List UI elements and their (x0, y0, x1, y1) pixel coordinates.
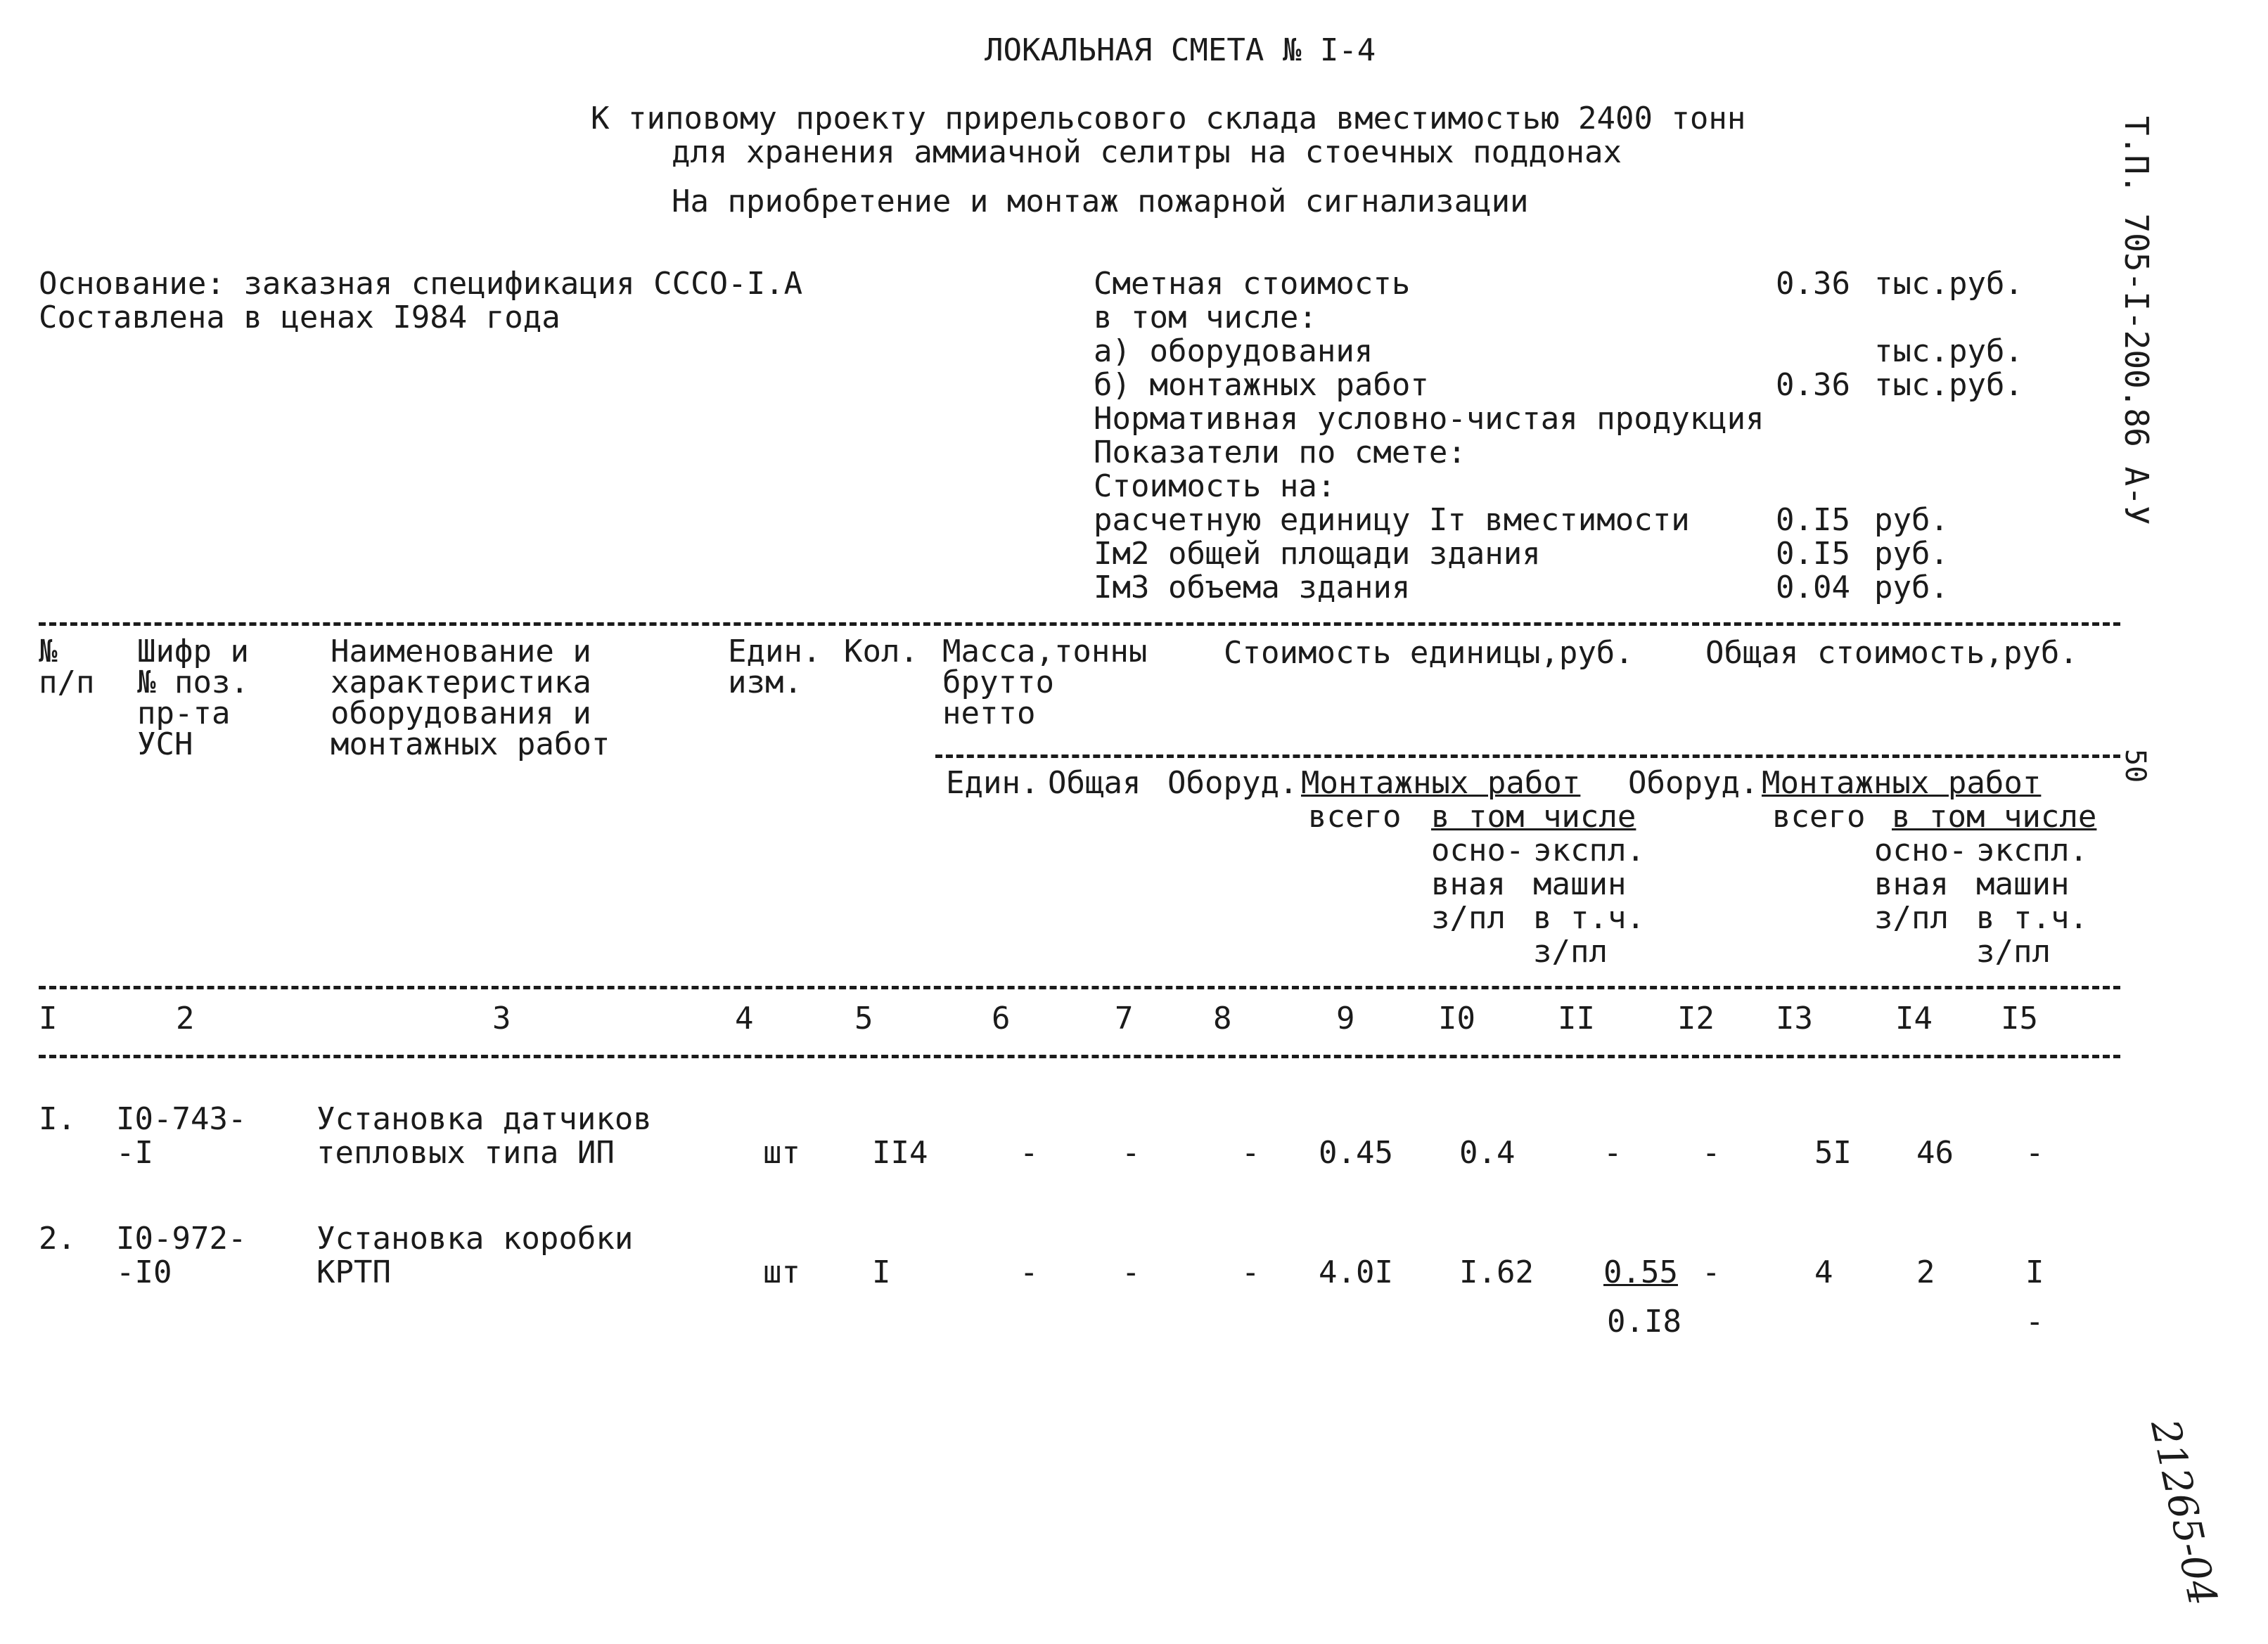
summary-unit: руб. (1874, 536, 1949, 572)
subheader-equip-total: Оборуд. (1628, 765, 1759, 801)
summary-label: Нормативная условно-чистая продукция (1094, 401, 1764, 437)
rule-header-bottom (39, 986, 2120, 989)
column-number: 8 (1213, 1001, 1232, 1036)
row-mass-unit: - (1020, 1135, 1039, 1171)
row-code: I0-743- -I (116, 1101, 247, 1171)
row-qty: II4 (872, 1135, 928, 1171)
summary-label: Сметная стоимость (1094, 266, 1411, 302)
column-number: 2 (176, 1001, 195, 1036)
summary-label: б) монтажных работ (1094, 367, 1429, 403)
row-name: Установка датчиков тепловых типа ИП (316, 1101, 652, 1171)
column-number: 9 (1336, 1001, 1355, 1036)
subheader-machine-unit: экспл. машин в т.ч. з/пл (1533, 833, 1645, 970)
column-number: 5 (854, 1001, 873, 1036)
row-machine-wage-total: - (2025, 1304, 2044, 1340)
header-mass: Масса,тонны брутто нетто (942, 634, 1148, 731)
document-title: ЛОКАЛЬНАЯ СМЕТА № I-4 (985, 32, 1376, 68)
header-unit-cost: Стоимость единицы,руб. (1224, 635, 1634, 671)
subheader-montage-total: Монтажных работ (1762, 765, 2042, 801)
column-number: I4 (1895, 1001, 1933, 1036)
summary-label: Стоимость на: (1094, 468, 1336, 504)
row-name: Установка коробки КРТП (316, 1221, 634, 1290)
subheader-mass-unit: Един. (946, 765, 1039, 801)
row-number: I. (39, 1101, 76, 1137)
column-number: 7 (1115, 1001, 1134, 1036)
summary-unit: тыс.руб. (1874, 266, 2023, 302)
row-machine-unit: - (1603, 1135, 1622, 1171)
row-mass-total: - (1122, 1254, 1141, 1290)
side-project-code: Т.П. 705-I-200.86 А-У (2118, 116, 2155, 525)
summary-value: 0.36 (1776, 367, 1850, 403)
row-machine-total: - (2025, 1135, 2044, 1171)
header-name: Наименование и характеристика оборудования и монтажных работ (331, 634, 610, 762)
subtitle-line-3: На приобретение и монтаж пожарной сигнализации (672, 184, 1529, 219)
summary-value: 0.I5 (1776, 502, 1850, 538)
row-qty: I (872, 1254, 891, 1290)
row-mass-total: - (1122, 1135, 1141, 1171)
row-mass-unit: - (1020, 1254, 1039, 1290)
row-number: 2. (39, 1221, 76, 1257)
row-unit: шт (763, 1254, 800, 1290)
row-equip-total: - (1702, 1254, 1721, 1290)
header-unit: Един. изм. (728, 634, 821, 700)
summary-label: Iм2 общей площади здания (1094, 536, 1541, 572)
summary-unit: тыс.руб. (1874, 367, 2023, 403)
row-montage-total: 5I (1814, 1135, 1852, 1171)
row-machine-total: I (2025, 1254, 2044, 1290)
summary-label: расчетную единицу Iт вместимости (1094, 502, 1690, 538)
subheader-incl-unit: в том числе (1431, 799, 1636, 835)
summary-label: а) оборудования (1094, 333, 1373, 369)
subheader-montage-unit: Монтажных работ (1301, 765, 1581, 801)
subheader-total-total: всего (1772, 799, 1866, 835)
column-number: 4 (735, 1001, 754, 1036)
column-number: I3 (1776, 1001, 1813, 1036)
subheader-base-wage-unit: осно- вная з/пл (1431, 833, 1525, 936)
row-equip-unit: - (1241, 1254, 1260, 1290)
summary-label: Показатели по смете: (1094, 435, 1466, 470)
row-montage-total-unit: 4.0I (1319, 1254, 1393, 1290)
column-number: I0 (1438, 1001, 1475, 1036)
column-number: 3 (492, 1001, 511, 1036)
subheader-base-wage-total: осно- вная з/пл (1874, 833, 1968, 936)
row-equip-unit: - (1241, 1135, 1260, 1171)
subheader-machine-total: экспл. машин в т.ч. з/пл (1976, 833, 2088, 970)
prices-year-text: Составлена в ценах I984 года (39, 300, 560, 335)
column-number: II (1558, 1001, 1595, 1036)
row-montage-total-unit: 0.45 (1319, 1135, 1393, 1171)
column-number: I (39, 1001, 58, 1036)
column-number: 6 (992, 1001, 1011, 1036)
summary-label: в том числе: (1094, 300, 1317, 335)
subheader-equip-unit: Оборуд. (1167, 765, 1298, 801)
row-montage-total: 4 (1814, 1254, 1833, 1290)
archive-number: 21265-04 (2141, 1415, 2226, 1610)
row-code: I0-972- -I0 (116, 1221, 247, 1290)
row-machine-unit: 0.55 (1603, 1254, 1678, 1290)
page-number: 50 (2119, 749, 2151, 783)
summary-value: 0.04 (1776, 570, 1850, 605)
subheader-total-unit: всего (1308, 799, 1402, 835)
row-base-wage-unit: I.62 (1459, 1254, 1534, 1290)
row-unit: шт (763, 1135, 800, 1171)
header-code: Шифр и № поз. пр-та УСН (137, 634, 249, 762)
row-base-wage-total: 2 (1916, 1254, 1935, 1290)
subtitle-line-1: К типовому проекту прирельсового склада вместимостью 2400 тонн (591, 101, 1746, 136)
summary-unit: руб. (1874, 570, 1949, 605)
summary-unit: руб. (1874, 502, 1949, 538)
summary-unit: тыс.руб. (1874, 333, 2023, 369)
subtitle-line-2: для хранения аммиачной селитры на стоечных поддонах (672, 134, 1622, 170)
row-equip-total: - (1702, 1135, 1721, 1171)
header-total-cost: Общая стоимость,руб. (1705, 635, 2078, 671)
subheader-incl-total: в том числе (1892, 799, 2097, 835)
row-machine-wage-unit: 0.I8 (1607, 1304, 1681, 1340)
rule-top (39, 622, 2120, 626)
header-number: № п/п (39, 634, 95, 700)
column-number: I5 (2001, 1001, 2038, 1036)
row-base-wage-total: 46 (1916, 1135, 1954, 1171)
rule-numbers-bottom (39, 1055, 2120, 1058)
summary-value: 0.I5 (1776, 536, 1850, 572)
column-number: I2 (1677, 1001, 1715, 1036)
subheader-mass-total: Общая (1048, 765, 1141, 801)
summary-value: 0.36 (1776, 266, 1850, 302)
row-base-wage-unit: 0.4 (1459, 1135, 1516, 1171)
rule-subheader (935, 754, 2120, 758)
summary-label: Iм3 объема здания (1094, 570, 1411, 605)
basis-text: Основание: заказная спецификация СССО-I.А (39, 266, 803, 302)
header-qty: Кол. (844, 634, 918, 669)
